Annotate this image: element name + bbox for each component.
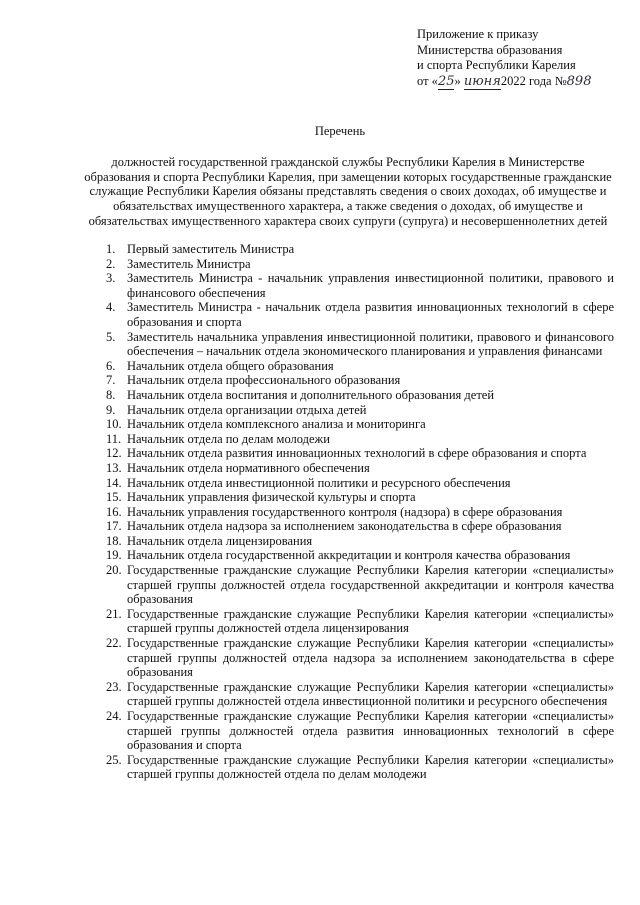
document-heading [100, 124, 580, 140]
list-item-text: Государственные гражданские служащие Республики Карелия категории «специалисты» старшей группы должностей отдела надзора за исполнением законодательства в сфере образования [127, 636, 614, 680]
list-item [106, 432, 614, 447]
list-item-number: 24. [106, 709, 122, 723]
list-item-number: 6. [106, 358, 116, 373]
list-item [106, 534, 614, 549]
positions-list [106, 242, 614, 782]
handwritten-month: июня [463, 73, 501, 89]
list-item [106, 446, 614, 461]
appendix-line-1: Приложение к приказу [417, 27, 539, 41]
list-item-number: 18. [106, 533, 122, 548]
list-item-text: Начальник отдела нормативного обеспечения [127, 460, 370, 475]
list-item [106, 257, 614, 272]
list-item [106, 373, 614, 388]
list-item-number: 4. [106, 300, 116, 315]
list-item [106, 607, 614, 636]
list-item-text: Начальник отдела надзора за исполнением законодательства в сфере образования [127, 519, 562, 534]
list-item [106, 461, 614, 476]
list-item [106, 636, 614, 680]
list-item-number: 10. [106, 417, 122, 432]
list-item-text: Заместитель начальника управления инвестиционной политики, правового и финансового обеспечения – начальник отдела экономического планирования и управления финансами [127, 329, 614, 359]
list-item [106, 271, 614, 300]
list-item-number: 22. [106, 636, 122, 651]
date-prefix: от « [417, 73, 438, 88]
list-item-number: 14. [106, 475, 122, 490]
list-item-text: Начальник отдела комплексного анализа и мониторинга [127, 417, 426, 432]
list-item-text: Государственные гражданские служащие Республики Карелия категории «специалисты» старшей группы должностей отдела инвестиционной политики и ресурсного обеспечения [127, 679, 614, 709]
list-item-text: Начальник отдела воспитания и дополнительного образования детей [127, 387, 495, 402]
list-item-number: 2. [106, 256, 116, 271]
list-item-text: Заместитель Министра - начальник управления инвестиционной политики, правового и финансового обеспечения [127, 271, 614, 300]
list-item-number: 11. [106, 431, 122, 446]
list-item-text: Первый заместитель Министра [127, 242, 295, 256]
list-item-text: Начальник отдела по делам молодежи [127, 431, 330, 446]
list-item-number: 20. [106, 563, 122, 578]
list-item-number: 13. [106, 460, 122, 475]
list-item-text: Начальник отдела государственной аккредитации и контроля качества образования [127, 548, 571, 563]
list-item [106, 505, 614, 520]
handwritten-day: 25 [437, 73, 455, 89]
list-item [106, 300, 614, 329]
document-subtitle: должностей государственной гражданской службы Республики Карелия в Министерстве образования и спорта Республики Карелия, при замещении которых государственные гражданские служащие Республики Карелия обязаны представлять сведения о своих доходах, об имуществе и обязательствах имущественного характера, а также сведения о доходах, об имуществе и обязательствах имущественного характера своих супруги (супруга) и несовершеннолетних детей [84, 155, 612, 228]
list-item-text: Начальник отдела общего образования [127, 358, 334, 373]
list-item-text: Начальник управления физической культуры и спорта [127, 490, 416, 505]
list-item [106, 417, 614, 432]
list-item-text: Заместитель Министра - начальник отдела развития инновационных технологий в сфере образования и спорта [127, 300, 614, 329]
list-item-text: Заместитель Министра [127, 256, 251, 271]
list-item-number: 15. [106, 490, 122, 505]
page-title: Перечень [314, 124, 366, 138]
list-item-number: 3. [106, 271, 116, 286]
list-item [106, 476, 614, 491]
appendix-line-2: Министерства образования [417, 42, 563, 57]
list-item [106, 490, 614, 505]
list-item-text: Начальник управления государственного контроля (надзора) в сфере образования [127, 504, 563, 519]
list-item-number: 7. [106, 373, 116, 388]
list-item [106, 709, 614, 753]
list-item-number: 17. [106, 519, 122, 534]
list-item-number: 19. [106, 548, 122, 563]
list-item-text: Государственные гражданские служащие Республики Карелия категории «специалисты» старшей группы должностей отдела по делам молодежи [127, 752, 614, 782]
appendix-line-3: и спорта Республики Карелия [417, 58, 576, 72]
list-item-text: Государственные гражданские служащие Республики Карелия категории «специалисты» старшей группы должностей отдела развития инновационных технологий в сфере образования и спорта [127, 709, 614, 753]
list-item-text: Начальник отдела инвестиционной политики и ресурсного обеспечения [127, 475, 511, 490]
list-item-number: 25. [106, 752, 122, 767]
list-item-text: Начальник отдела организации отдыха детей [127, 402, 367, 417]
date-mid: » [454, 73, 461, 88]
list-item-text: Государственные гражданские служащие Республики Карелия категории «специалисты» старшей группы должностей отдела государственной аккредитации и контроля качества образования [127, 563, 614, 607]
list-item [106, 519, 614, 534]
list-item [106, 563, 614, 607]
list-item-number: 9. [106, 402, 116, 417]
list-item-number: 1. [106, 242, 116, 256]
handwritten-number: 898 [566, 73, 592, 89]
appendix-header [417, 27, 591, 90]
list-item-number: 21. [106, 606, 122, 621]
list-item-text: Начальник отдела профессионального образования [127, 373, 401, 388]
list-item-number: 8. [106, 387, 116, 402]
list-item [106, 242, 614, 257]
order-date-line [417, 74, 591, 91]
list-item-text: Начальник отдела развития инновационных технологий в сфере образования и спорта [127, 446, 587, 461]
list-item-number: 16. [106, 504, 122, 519]
list-item-number: 23. [106, 679, 122, 694]
list-item [106, 330, 614, 359]
list-item [106, 753, 614, 782]
list-item-number: 12. [106, 446, 122, 461]
list-item [106, 548, 614, 563]
year-text: 2022 года № [500, 73, 567, 88]
list-item-text: Начальник отдела лицензирования [127, 533, 313, 548]
list-item-text: Государственные гражданские служащие Республики Карелия категории «специалисты» старшей группы должностей отдела лицензирования [127, 606, 614, 636]
list-item [106, 388, 614, 403]
list-item [106, 680, 614, 709]
list-item [106, 403, 614, 418]
list-item-number: 5. [106, 329, 116, 344]
list-item [106, 359, 614, 374]
